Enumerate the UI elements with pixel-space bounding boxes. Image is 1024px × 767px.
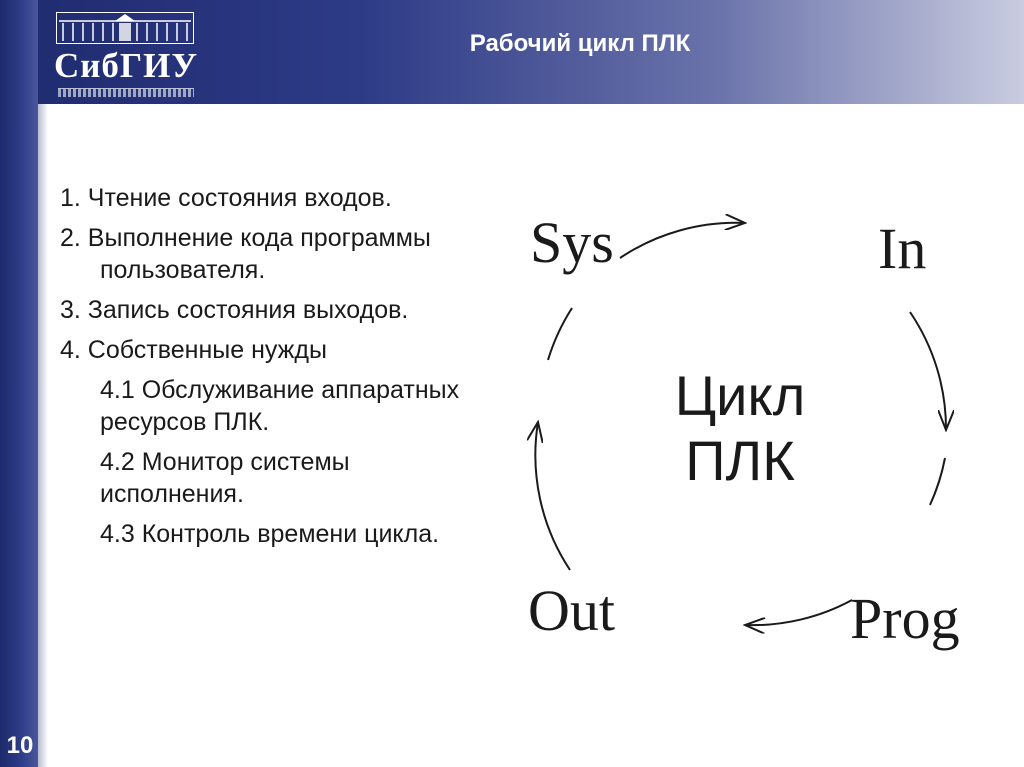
arc-prog-to-out bbox=[745, 600, 852, 625]
sublist-item-runtime-monitor: 4.2 Монитор системы исполнения. bbox=[100, 448, 350, 508]
building-emblem-icon bbox=[56, 12, 194, 44]
logo-text: СибГИУ bbox=[53, 46, 199, 85]
left-sidebar-band bbox=[0, 0, 38, 767]
arc-in-to-prog bbox=[910, 312, 946, 430]
sublist-item-cycle-time-control: 4.3 Контроль времени цикла. bbox=[100, 520, 440, 548]
list-item-execute-code: 2. Выполнение кода программы пользователя. bbox=[60, 224, 431, 284]
slide-body-list bbox=[60, 182, 490, 558]
university-logo bbox=[52, 8, 200, 100]
arc-out-to-sys bbox=[535, 422, 570, 570]
arc-sys-to-in bbox=[620, 223, 745, 258]
list-item-own-needs: 4. Собственные нужды bbox=[60, 336, 327, 364]
center-label-plc: ПЛК bbox=[685, 429, 795, 492]
label-sys: Sys bbox=[530, 210, 614, 275]
slide-title: Рабочий цикл ПЛК bbox=[469, 30, 691, 57]
slide-number: 10 bbox=[6, 732, 34, 759]
sublist-item-hardware-service: 4.1 Обслуживание аппаратных ресурсов ПЛК. bbox=[100, 376, 460, 436]
plc-cycle-diagram bbox=[500, 190, 1000, 670]
list-item-read-inputs: 1. Чтение состояния входов. bbox=[60, 184, 392, 212]
sidebar-shadow bbox=[38, 104, 48, 767]
label-out: Out bbox=[528, 578, 615, 643]
list-item-write-outputs: 3. Запись состояния выходов. bbox=[60, 296, 409, 324]
center-label-cycle: Цикл bbox=[674, 364, 806, 427]
label-in: In bbox=[878, 216, 927, 281]
logo-caption-lines bbox=[58, 88, 194, 97]
arc-prog-right-edge bbox=[930, 458, 945, 505]
label-prog: Prog bbox=[850, 586, 960, 651]
arc-sys-left-edge bbox=[548, 308, 572, 360]
